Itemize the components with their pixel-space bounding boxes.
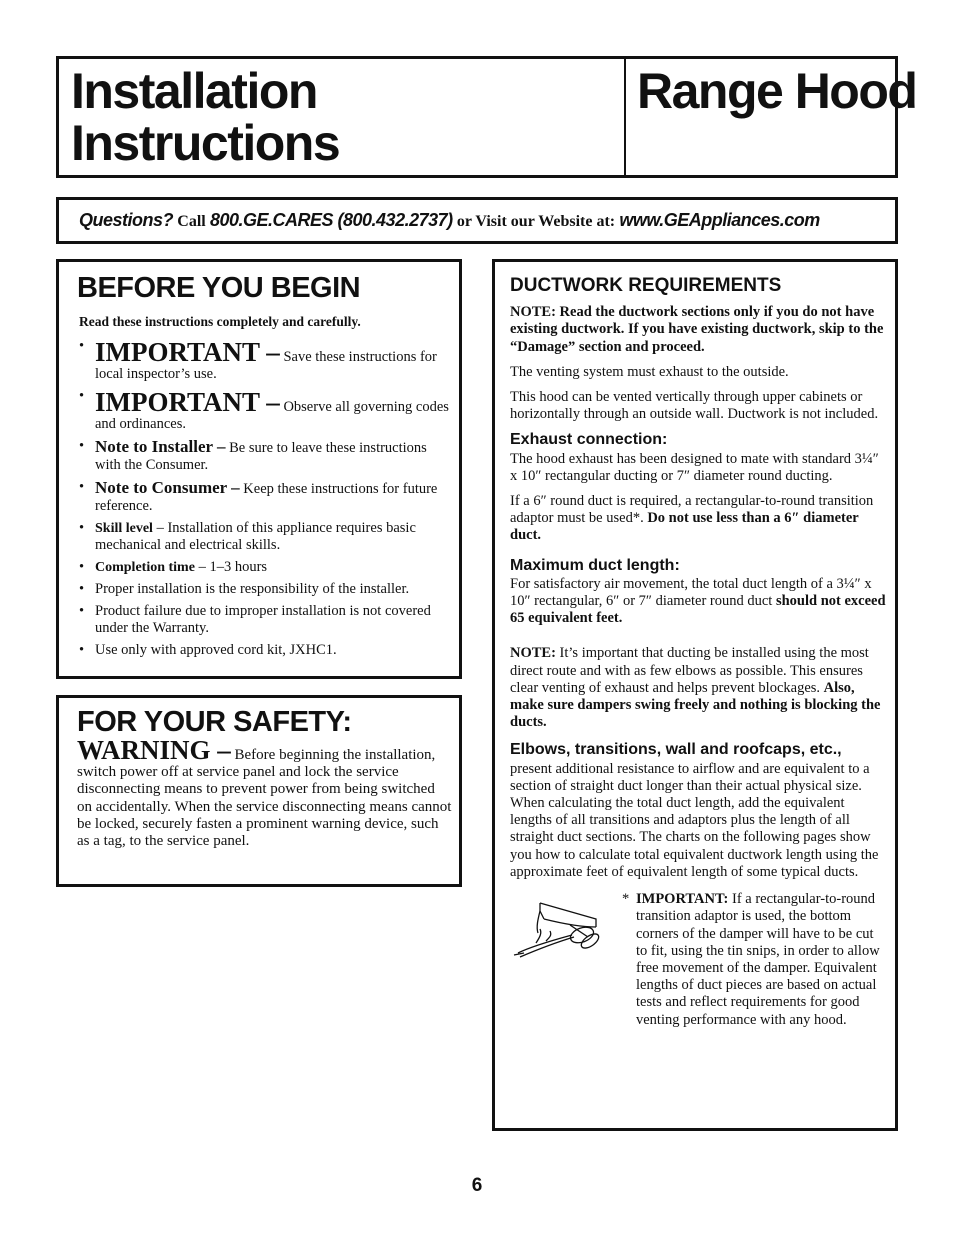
note-label: NOTE: [510, 645, 556, 662]
paragraph: The hood exhaust has been designed to mate with standard 3¼″ x 10″ rectangular ducting or 7″ diameter round ducting. [510, 450, 879, 484]
list-item: • Use only with approved cord kit, JXHC1. [79, 642, 337, 658]
important-label: IMPORTANT: [636, 891, 729, 908]
bold-text: Also, make sure dampers swing freely and nothing is blocking the ducts. [510, 679, 881, 731]
item-text: – Installation of this appliance requires basic mechanical and electrical skills. [95, 520, 416, 553]
list-item: • IMPORTANT – Observe all governing codes and ordinances. [79, 387, 449, 432]
item-label: Skill level [95, 521, 153, 536]
item-text: Be sure to leave these instructions with the Consumer. [95, 440, 427, 473]
questions-bar [56, 197, 898, 244]
website-link[interactable]: www.GEAppliances.com [619, 210, 820, 230]
title-divider [624, 59, 626, 175]
asterisk: * [622, 891, 630, 908]
list-item: • Proper installation is the responsibility of the installer. [79, 581, 410, 597]
bold-text: Do not use less than a 6″ diameter duct. [510, 510, 859, 544]
list-item: • Note to Installer – Be sure to leave these instructions with the Consumer. [79, 437, 427, 473]
item-label: Completion time [95, 560, 195, 575]
section-subtitle: Read these instructions completely and carefully. [79, 314, 361, 329]
text: If a 6″ round duct is required, a rectangular-to-round transition adaptor must be used*. [510, 493, 874, 527]
item-text: Observe all governing codes and ordinances. [95, 399, 449, 432]
title-line-2: Instructions [71, 115, 340, 171]
title-block [56, 56, 917, 178]
important-text: If a rectangular-to-round transition adaptor is used, the bottom corners of the damper will have to be cut to fit, using the tin snips, in order to allow free movement of the damper. Equivalent lengths of duct pieces are based on actual tests and reflect requirements for good venting performance with any hood. [636, 891, 880, 1028]
list-item: • Product failure due to improper installation is not covered under the Warranty. [79, 603, 431, 636]
item-text: Proper installation is the responsibility of the installer. [95, 581, 410, 597]
section-title: FOR YOUR SAFETY: [77, 706, 352, 738]
visit-label: or Visit our Website at: [456, 213, 616, 230]
ductwork-note: NOTE: Read the ductwork sections only if you do not have existing ductwork. If you have existing ductwork, skip to the “Damage” section and proceed. [510, 304, 884, 355]
paragraph [510, 493, 888, 545]
important-note [622, 891, 888, 1029]
product-title: Range Hood [637, 63, 917, 119]
warning-text: Before beginning the installation, switch power off at service panel and lock the service disconnecting means to prevent power from being switched on accidentally. When the service disconnecting means cannot be locked, securely fasten a prominent warning device, such as a tag, to the service panel. [77, 747, 452, 850]
list-item: • Skill level – Installation of this appliance requires basic mechanical and electrical skills. [79, 520, 416, 553]
phone-number[interactable]: 800.GE.CARES (800.432.2737) [209, 210, 453, 230]
max-length-heading: Maximum duct length: [510, 556, 680, 574]
warning-paragraph [77, 735, 452, 850]
questions-line [79, 210, 820, 231]
paragraph: The venting system must exhaust to the outside. [510, 363, 789, 380]
title-line-1: Installation [71, 63, 317, 119]
warning-label: WARNING – [77, 735, 231, 765]
item-label: Note to Installer – [95, 437, 226, 456]
paragraph: This hood can be vented vertically through upper cabinets or horizontally through an outside wall. Ductwork is not included. [510, 389, 879, 423]
before-you-begin-section [56, 259, 462, 679]
list-item: • IMPORTANT – Save these instructions for local inspector’s use. [79, 337, 437, 382]
important-note-block [510, 891, 888, 1029]
tin-snips-icon [510, 897, 610, 963]
before-list [77, 338, 449, 664]
questions-label: Questions? [79, 210, 174, 230]
paragraph [510, 645, 888, 731]
list-item: • Note to Consumer – Keep these instructions for future reference. [79, 478, 438, 514]
call-label: Call [177, 213, 206, 230]
elbows-heading: Elbows, transitions, wall and roofcaps, etc., [510, 741, 842, 759]
safety-section [56, 695, 462, 887]
tin-snips-illustration [510, 891, 622, 1029]
paragraph [510, 576, 888, 628]
item-text: Save these instructions for local inspector’s use. [95, 349, 437, 382]
bold-text: should not exceed 65 equivalent feet. [510, 593, 886, 627]
section-title: DUCTWORK REQUIREMENTS [510, 275, 782, 296]
item-text: – 1–3 hours [194, 559, 268, 575]
page-number: 6 [471, 1175, 483, 1196]
item-text: Use only with approved cord kit, JXHC1. [95, 642, 337, 658]
item-text: Product failure due to improper installation is not covered under the Warranty. [95, 603, 431, 636]
item-label: IMPORTANT – [95, 337, 280, 367]
text: For satisfactory air movement, the total duct length of a 3¼″ x 10″ rectangular, 6″ or 7″ diameter round duct [510, 575, 872, 610]
text: It’s important that ducting be installed using the most direct route and with as few elbows as possible. This ensures clear venting of exhaust and helps prevent blockages. [510, 645, 869, 696]
item-text: Keep these instructions for future reference. [95, 481, 438, 514]
item-label: Note to Consumer – [95, 478, 240, 497]
paragraph: present additional resistance to airflow and are equivalent to a section of straight duct longer than their actual physical size. When calculating the total duct length, add the equivalent lengths of all transitions and adaptors plus the length of all straight duct sections. The charts on the following pages show you how to calculate total equivalent ductwork length using the approximate feet of equivalent length of some typical ducts. [510, 760, 879, 880]
ductwork-section [492, 259, 898, 1131]
item-label: IMPORTANT – [95, 387, 280, 417]
document-title [71, 65, 339, 169]
list-item: • Completion time – 1–3 hours [79, 559, 268, 575]
exhaust-heading: Exhaust connection: [510, 431, 668, 449]
section-title: BEFORE YOU BEGIN [77, 272, 361, 304]
